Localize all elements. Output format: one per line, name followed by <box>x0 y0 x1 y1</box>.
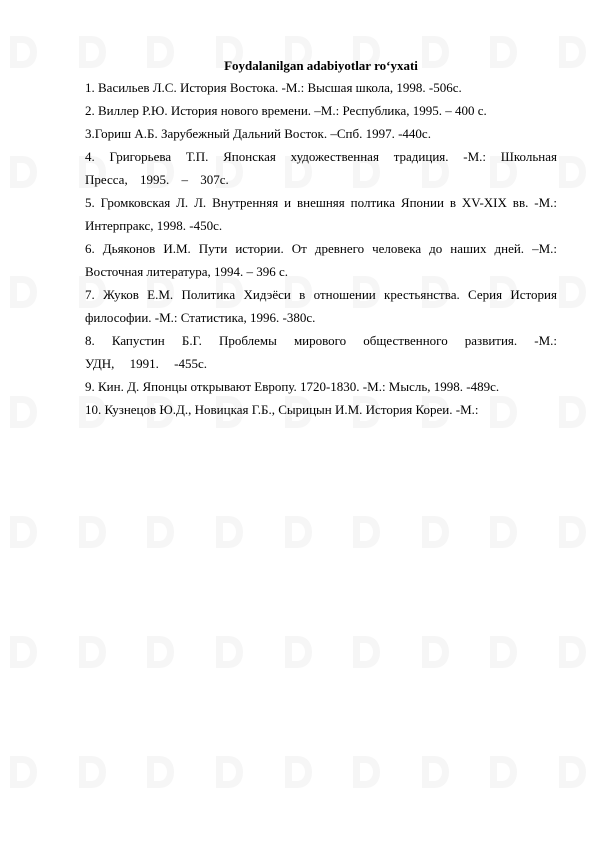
d-letter-watermark-icon <box>6 752 40 792</box>
d-letter-watermark-icon <box>6 632 40 672</box>
d-letter-watermark-icon <box>6 392 40 432</box>
reference-item-4: 4. Григорьева Т.П. Японская художественная традиция. -М.: Школьная Пресса, 1995. – 307с. <box>85 149 557 187</box>
references-heading: Foydalanilgan adabiyotlar ro‘yxati <box>224 58 418 73</box>
d-letter-watermark-icon <box>143 632 177 672</box>
watermark-row <box>0 632 595 672</box>
d-letter-watermark-icon <box>143 752 177 792</box>
d-letter-watermark-icon <box>555 752 589 792</box>
d-letter-watermark-icon <box>349 512 383 552</box>
d-letter-watermark-icon <box>349 632 383 672</box>
references-list <box>85 76 557 421</box>
d-letter-watermark-icon <box>281 752 315 792</box>
d-letter-watermark-icon <box>555 512 589 552</box>
reference-item-7: 7. Жуков Е.М. Политика Хидэёси в отношении крестьянства. Серия История философии. -М.: Статистика, 1996. -380с. <box>85 287 557 325</box>
d-letter-watermark-icon <box>281 632 315 672</box>
d-letter-watermark-icon <box>6 272 40 312</box>
d-letter-watermark-icon <box>349 752 383 792</box>
document-page <box>85 56 557 421</box>
d-letter-watermark-icon <box>486 512 520 552</box>
watermark-row <box>0 752 595 792</box>
d-letter-watermark-icon <box>143 512 177 552</box>
watermark-row <box>0 512 595 552</box>
d-letter-watermark-icon <box>418 512 452 552</box>
d-letter-watermark-icon <box>75 512 109 552</box>
reference-item-3: 3.Гориш А.Б. Зарубежный Дальний Восток. –Спб. 1997. -440с. <box>85 126 431 141</box>
d-letter-watermark-icon <box>555 632 589 672</box>
d-letter-watermark-icon <box>75 632 109 672</box>
d-letter-watermark-icon <box>486 632 520 672</box>
d-letter-watermark-icon <box>75 752 109 792</box>
d-letter-watermark-icon <box>555 272 589 312</box>
reference-item-9: 9. Кин. Д. Японцы открывают Европу. 1720-1830. -М.: Мысль, 1998. -489с. <box>85 379 500 394</box>
d-letter-watermark-icon <box>6 512 40 552</box>
d-letter-watermark-icon <box>486 752 520 792</box>
d-letter-watermark-icon <box>6 152 40 192</box>
reference-item-10: 10. Кузнецов Ю.Д., Новицкая Г.Б., Сырицын И.М. История Кореи. -М.: <box>85 402 479 417</box>
d-letter-watermark-icon <box>555 152 589 192</box>
reference-item-6: 6. Дьяконов И.М. Пути истории. От древнего человека до наших дней. –М.: Восточная литература, 1994. – 396 с. <box>85 241 557 279</box>
d-letter-watermark-icon <box>212 632 246 672</box>
reference-item-1: 1. Васильев Л.С. История Востока. -М.: Высшая школа, 1998. -506с. <box>85 80 462 95</box>
reference-item-8: 8. Капустин Б.Г. Проблемы мирового общественного развития. -М.: УДН, 1991. -455с. <box>85 333 557 371</box>
d-letter-watermark-icon <box>212 752 246 792</box>
d-letter-watermark-icon <box>212 512 246 552</box>
d-letter-watermark-icon <box>555 392 589 432</box>
reference-item-5: 5. Громковская Л. Л. Внутренняя и внешняя полтика Японии в XV-XIX вв. -М.: Интерпракс, 1998. -450с. <box>85 195 557 233</box>
d-letter-watermark-icon <box>281 512 315 552</box>
reference-item-2: 2. Виллер Р.Ю. История нового времени. –М.: Республика, 1995. – 400 с. <box>85 103 487 118</box>
d-letter-watermark-icon <box>555 32 589 72</box>
d-letter-watermark-icon <box>6 32 40 72</box>
d-letter-watermark-icon <box>418 752 452 792</box>
d-letter-watermark-icon <box>418 632 452 672</box>
